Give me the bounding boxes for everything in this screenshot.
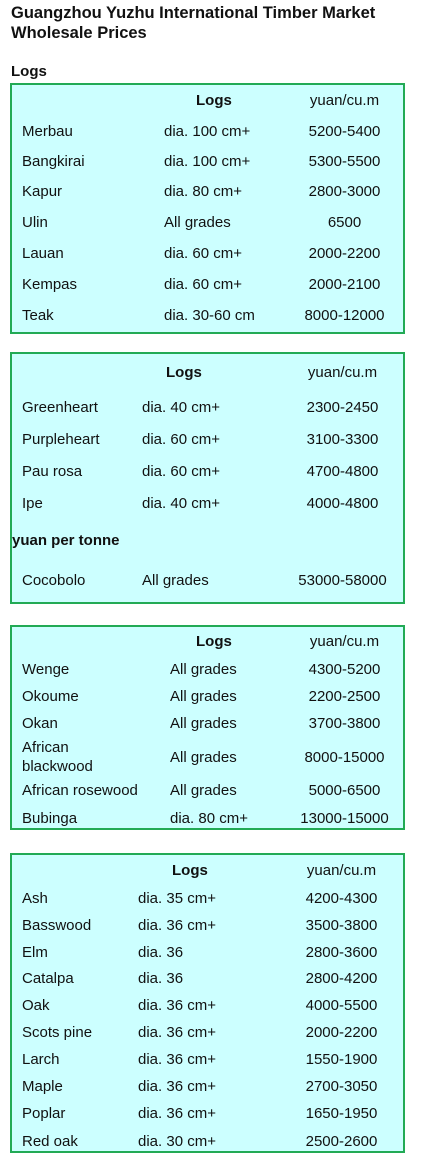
table-row [12, 300, 403, 331]
log-spec: dia. 36 [138, 970, 184, 987]
page-title [11, 3, 436, 43]
species-name: Wenge [22, 660, 70, 678]
species-name: Kapur [22, 183, 63, 200]
species-name: Ash [22, 890, 48, 907]
title-line-1: Guangzhou Yuzhu International Timber Market [11, 4, 376, 22]
units-column-header: yuan/cu.m [306, 861, 377, 879]
price-range: 4200-4300 [305, 890, 378, 907]
logs-column-header: Logs [166, 364, 202, 381]
log-spec: dia. 36 cm+ [138, 1105, 216, 1122]
table-row [12, 391, 403, 423]
price-range: 2000-2200 [305, 1024, 378, 1041]
species-name: African blackwood [22, 739, 93, 775]
price-range: 3500-3800 [305, 917, 378, 934]
table-row [12, 207, 403, 238]
table-row [12, 683, 403, 710]
log-spec: All grades [170, 782, 237, 799]
table-row [12, 992, 403, 1019]
log-spec: dia. 100 cm+ [164, 152, 251, 170]
log-spec: dia. 80 cm+ [170, 809, 248, 827]
species-name: Bubinga [22, 809, 78, 827]
table-row [12, 1046, 403, 1073]
price-range: 2500-2600 [305, 1132, 378, 1150]
species-name: Okan [22, 715, 58, 732]
price-range: 4000-4800 [306, 494, 379, 512]
price-range: 5300-5500 [308, 152, 381, 170]
price-table [12, 354, 403, 597]
table-row [12, 737, 403, 777]
log-spec: dia. 36 [138, 943, 184, 961]
price-range: 1550-1900 [305, 1051, 378, 1068]
price-range: 8000-15000 [304, 748, 385, 766]
species-name: Bangkirai [22, 152, 85, 170]
table-row [12, 1073, 403, 1100]
species-name: Larch [22, 1051, 60, 1068]
table-header-row [12, 855, 403, 885]
species-name: Merbau [22, 122, 73, 140]
price-range: 2000-2100 [308, 276, 381, 293]
price-range: 5200-5400 [308, 122, 381, 140]
table-row [12, 176, 403, 207]
log-spec: dia. 80 cm+ [164, 183, 242, 200]
table-row [12, 912, 403, 939]
species-name: Ipe [22, 494, 43, 512]
log-spec: dia. 100 cm+ [164, 122, 251, 140]
price-range: 8000-12000 [304, 307, 385, 324]
price-range: 2700-3050 [305, 1078, 378, 1095]
price-table [12, 627, 403, 832]
title-line-2: Wholesale Prices [11, 24, 147, 42]
table-subheader-row [12, 519, 403, 563]
table-row [12, 455, 403, 487]
price-range: 3100-3300 [306, 430, 379, 448]
table-row [12, 804, 403, 832]
log-spec: dia. 60 cm+ [142, 430, 220, 448]
table-row [12, 1019, 403, 1046]
log-spec: All grades [142, 571, 209, 589]
price-range: 5000-6500 [308, 782, 381, 799]
table-row [12, 423, 403, 455]
species-name: Teak [22, 307, 54, 324]
table-header-row [12, 627, 403, 655]
log-spec: dia. 60 cm+ [164, 245, 242, 262]
price-range: 4000-5500 [305, 997, 378, 1014]
table-row [12, 939, 403, 965]
log-spec: dia. 36 cm+ [138, 917, 216, 934]
units-column-header: yuan/cu.m [307, 364, 378, 381]
table-row [12, 1100, 403, 1127]
logs-column-header: Logs [196, 632, 232, 650]
log-spec: dia. 40 cm+ [142, 494, 220, 512]
log-spec: dia. 30-60 cm [164, 307, 255, 324]
log-spec: dia. 36 cm+ [138, 1024, 216, 1041]
price-panel-3 [10, 625, 405, 830]
log-spec: All grades [170, 660, 237, 678]
species-name: Poplar [22, 1105, 66, 1122]
price-panel-1 [10, 83, 405, 334]
price-panel-4 [10, 853, 405, 1153]
table-row [12, 885, 403, 912]
table-row [12, 238, 403, 269]
price-table [12, 85, 403, 331]
price-range: 2000-2200 [308, 245, 381, 262]
species-name: Purpleheart [22, 430, 100, 448]
species-name: Ulin [22, 214, 48, 231]
price-range: 13000-15000 [300, 809, 389, 827]
table-row [12, 777, 403, 804]
species-name: Pau rosa [22, 462, 83, 480]
species-name: Cocobolo [22, 571, 86, 589]
price-range: 53000-58000 [298, 571, 387, 589]
logs-column-header: Logs [172, 861, 208, 879]
species-name: Okoume [22, 688, 79, 705]
table-row [12, 269, 403, 300]
species-name: Kempas [22, 276, 78, 293]
table-header-row [12, 85, 403, 116]
price-range: 1650-1950 [305, 1105, 378, 1122]
table-row [12, 146, 403, 176]
price-range: 3700-3800 [308, 715, 381, 732]
units-column-header: yuan/cu.m [309, 92, 380, 109]
species-name: Basswood [22, 917, 92, 934]
species-name: Scots pine [22, 1024, 93, 1041]
log-spec: dia. 36 cm+ [138, 997, 216, 1014]
price-range: 2800-3000 [308, 183, 381, 200]
species-name: Lauan [22, 245, 64, 262]
table-header-row [12, 354, 403, 391]
log-spec: All grades [170, 688, 237, 705]
price-table [12, 855, 403, 1155]
table-row [12, 563, 403, 597]
log-spec: dia. 40 cm+ [142, 398, 220, 416]
unit-subheader: yuan per tonne [12, 532, 120, 549]
price-range: 4700-4800 [306, 462, 379, 480]
units-column-header: yuan/cu.m [309, 632, 380, 650]
price-range: 2300-2450 [306, 398, 379, 416]
table-row [12, 710, 403, 737]
section-label: Logs [11, 63, 47, 80]
log-spec: All grades [170, 748, 237, 766]
price-range: 4300-5200 [308, 660, 381, 678]
table-row [12, 965, 403, 992]
log-spec: dia. 60 cm+ [164, 276, 242, 293]
species-name: Greenheart [22, 398, 98, 416]
species-name: Oak [22, 997, 50, 1014]
log-spec: dia. 30 cm+ [138, 1132, 216, 1150]
species-name: Elm [22, 943, 48, 961]
table-row [12, 487, 403, 519]
price-range: 6500 [327, 214, 362, 231]
table-row [12, 116, 403, 146]
species-name: Red oak [22, 1132, 78, 1150]
log-spec: dia. 36 cm+ [138, 1051, 216, 1068]
logs-column-header: Logs [196, 92, 232, 109]
price-panel-2 [10, 352, 405, 604]
species-name: Catalpa [22, 970, 74, 987]
table-row [12, 1127, 403, 1155]
log-spec: All grades [164, 214, 231, 231]
price-range: 2800-4200 [305, 970, 378, 987]
price-range: 2800-3600 [305, 943, 378, 961]
log-spec: dia. 36 cm+ [138, 1078, 216, 1095]
species-name: Maple [22, 1078, 63, 1095]
species-name: African rosewood [22, 782, 138, 799]
log-spec: dia. 35 cm+ [138, 890, 216, 907]
log-spec: All grades [170, 715, 237, 732]
price-range: 2200-2500 [308, 688, 381, 705]
log-spec: dia. 60 cm+ [142, 462, 220, 480]
table-row [12, 655, 403, 683]
